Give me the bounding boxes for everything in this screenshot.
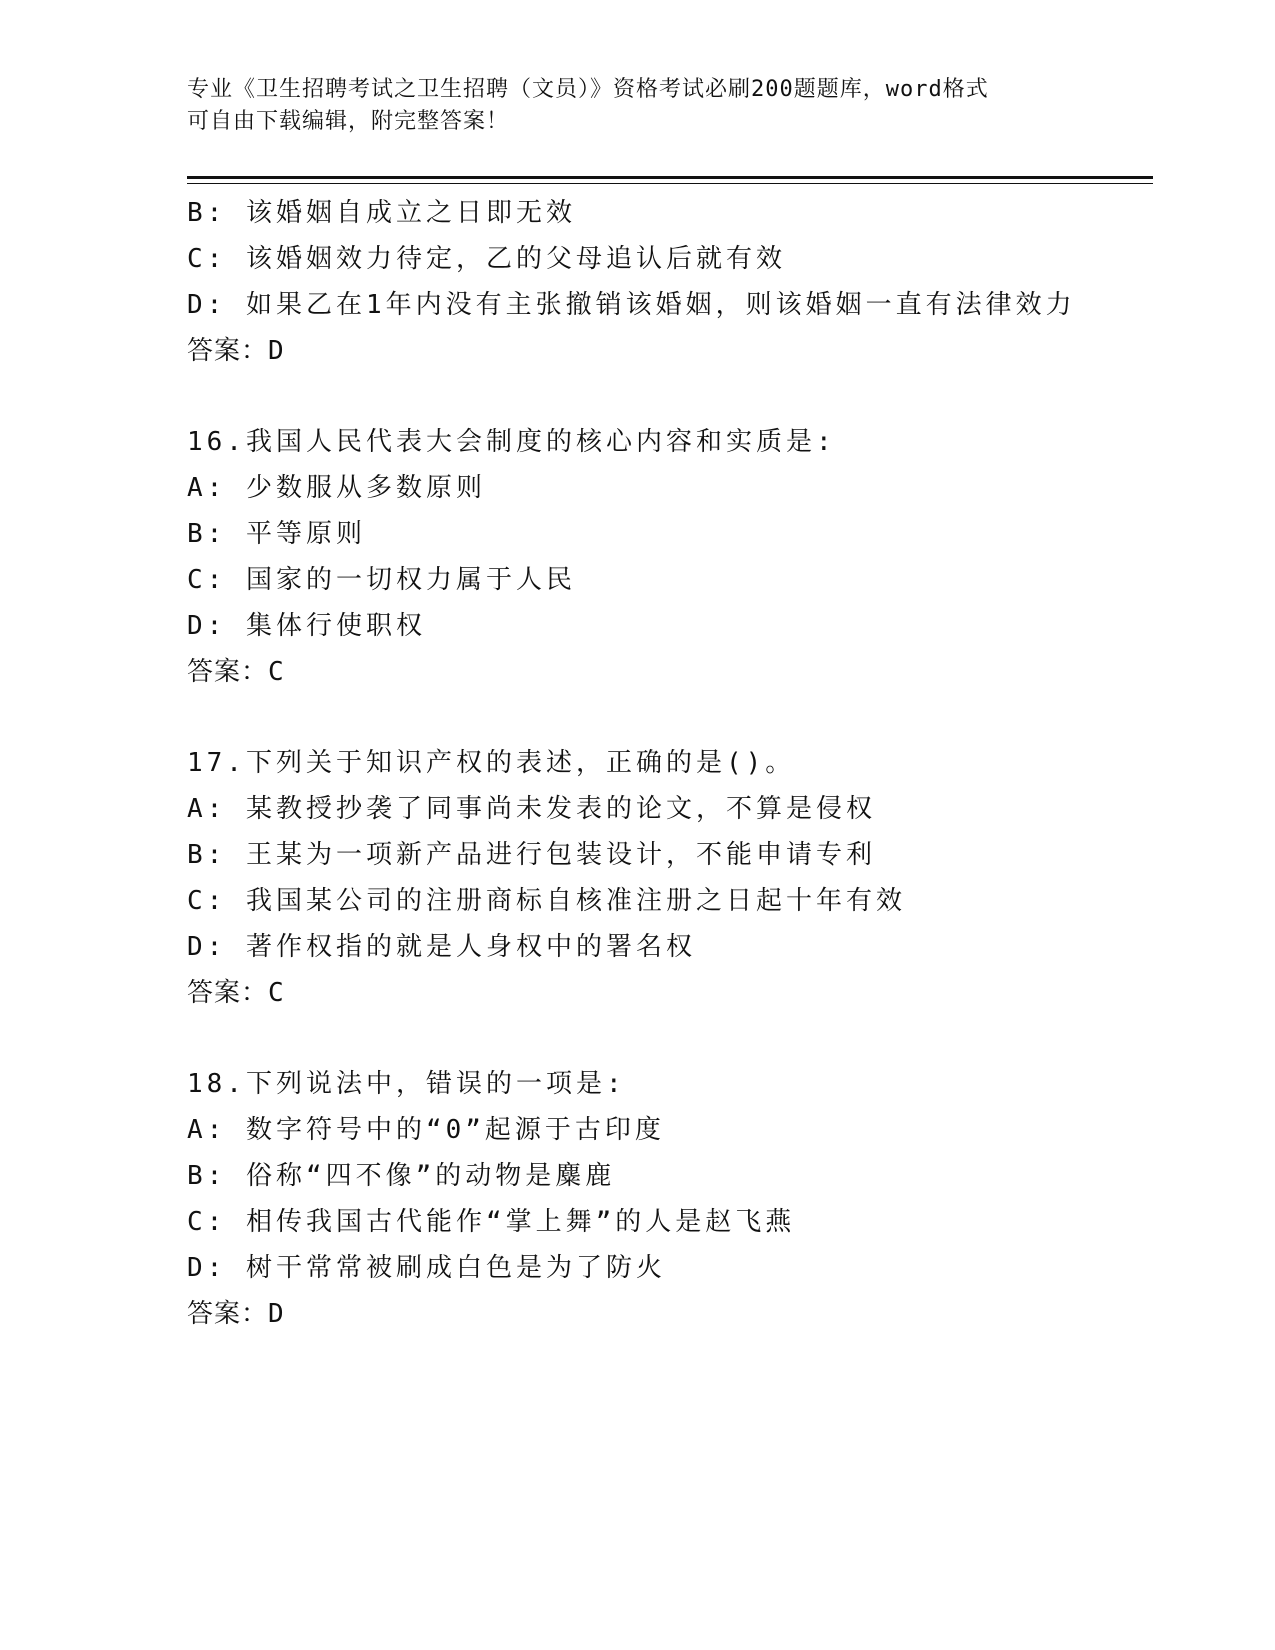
option-d: D: 著作权指的就是人身权中的署名权 [187,932,696,962]
question-stem: 18.下列说法中，错误的一项是: [187,1069,626,1099]
header-line-2: 可自由下载编辑，附完整答案！ [187,109,510,134]
answer-line: 答案：C [187,978,285,1008]
option-c: C: 该婚姻效力待定，乙的父母追认后就有效 [187,244,786,274]
option-b: B: 该婚姻自成立之日即无效 [187,198,576,228]
page-header [187,74,1087,138]
option-a: A: 数字符号中的“0”起源于古印度 [187,1115,665,1145]
answer-line: 答案：D [187,1299,285,1329]
option-d: D: 树干常常被刷成白色是为了防火 [187,1253,666,1283]
option-c: C: 相传我国古代能作“掌上舞”的人是赵飞燕 [187,1207,796,1237]
header-rule-thin [187,183,1153,184]
option-b: B: 俗称“四不像”的动物是麋鹿 [187,1161,616,1191]
question-list [187,190,1147,1337]
option-c: C: 我国某公司的注册商标自核准注册之日起十年有效 [187,886,906,916]
option-d: D: 集体行使职权 [187,611,426,641]
answer-line: 答案：C [187,657,285,687]
option-d: D: 如果乙在1年内没有主张撤销该婚姻，则该婚姻一直有法律效力 [187,290,1076,320]
spacer [187,695,1147,740]
option-c: C: 国家的一切权力属于人民 [187,565,576,595]
option-b: B: 平等原则 [187,519,366,549]
question-18 [187,1061,1147,1337]
spacer [187,374,1147,419]
continued-question [187,190,1147,374]
question-17 [187,740,1147,1016]
spacer [187,1016,1147,1061]
option-a: A: 某教授抄袭了同事尚未发表的论文，不算是侵权 [187,794,876,824]
header-line-1: 专业《卫生招聘考试之卫生招聘（文员）》资格考试必刷200题题库，word格式 [187,77,989,102]
question-16 [187,419,1147,695]
question-stem: 17.下列关于知识产权的表述，正确的是()。 [187,748,796,778]
option-a: A: 少数服从多数原则 [187,473,486,503]
answer-line: 答案：D [187,336,285,366]
header-rule-thick [187,176,1153,179]
question-stem: 16.我国人民代表大会制度的核心内容和实质是: [187,427,836,457]
option-b: B: 王某为一项新产品进行包装设计，不能申请专利 [187,840,876,870]
